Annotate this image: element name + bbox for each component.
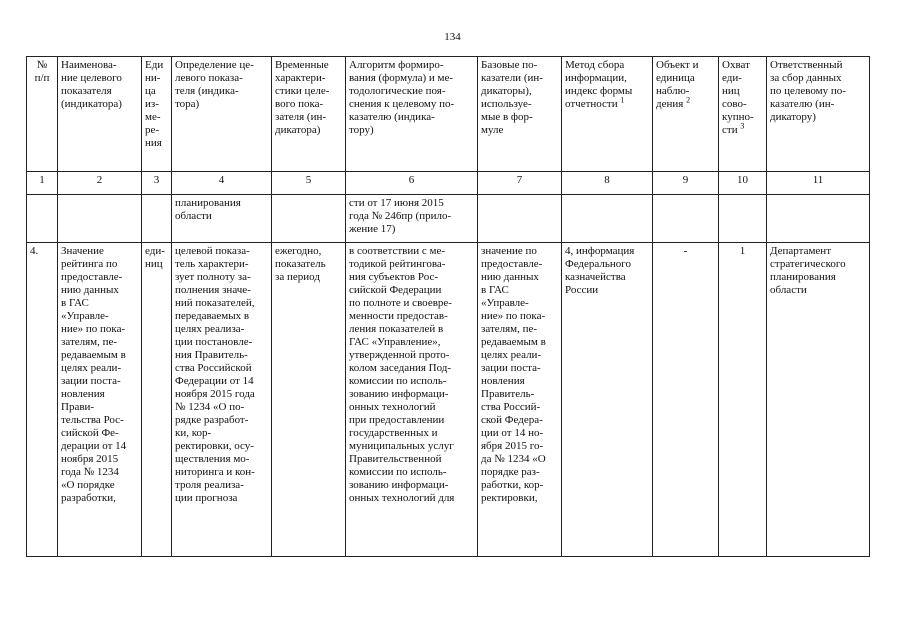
- responsible-department: Департамент стратегического планирования области: [767, 243, 870, 557]
- header-algorithm: Алгоритм формиро- вания (формула) и ме- тодологические поя- снения к целевому по- казателю (индика- тору): [346, 57, 478, 172]
- column-number: 5: [272, 172, 346, 195]
- observation-object: -: [653, 243, 719, 557]
- header-responsible: Ответственный за сбор данных по целевому по- казателю (ин- дикатору): [767, 57, 870, 172]
- time-characteristics: ежегодно, показатель за период: [272, 243, 346, 557]
- footnote-mark-1: 1: [620, 95, 625, 105]
- table-cell: [653, 195, 719, 243]
- indicator-table: [26, 56, 870, 557]
- page-number: 134: [444, 31, 461, 43]
- column-number: 6: [346, 172, 478, 195]
- collection-method: 4, информация Федерального казначейства России: [562, 243, 653, 557]
- table-cell: [562, 195, 653, 243]
- header-base-indicators: Базовые по- казатели (ин- дикаторы), используе- мые в фор- муле: [478, 57, 562, 172]
- continuation-definition: планирования области: [172, 195, 272, 243]
- header-row: [27, 57, 870, 172]
- column-number: 4: [172, 172, 272, 195]
- base-indicators: значение по предоставле- нию данных в ГАС «Управле- ние» по пока- зателям, пе- редаваемым в целях реали- зации поста- новления Правитель- ства Россий- ской Федера- ции от 14 но- ября 2015 го- да № 1234 «О порядке раз- работки, кор- ректировки,: [478, 243, 562, 557]
- table-cell: [767, 195, 870, 243]
- table-cell: [719, 195, 767, 243]
- column-number: 2: [58, 172, 142, 195]
- table-cell: [142, 195, 172, 243]
- header-unit: Еди ни- ца из- ме- ре- ния: [142, 57, 172, 172]
- header-time-characteristics: Временные характери- стики целе- вого пока- зателя (ин- дикатора): [272, 57, 346, 172]
- table-cell: [272, 195, 346, 243]
- indicator-definition: целевой показа- тель характери- зует полноту за- полнения значе- ний показателей, передаваемых в целях реализа- ции постановле- ния Правитель- ства Российской Федерации от 14 ноября 2015 года № 1234 «О по- рядке разработ- ки, кор- ректировки, осу- ществления мо- ниторинга и кон- троля реализа- ции прогноза: [172, 243, 272, 557]
- header-number: № п/п: [27, 57, 58, 172]
- column-number-row: [27, 172, 870, 195]
- header-observation-object-text: Объект и единица наблю- дения: [656, 59, 699, 110]
- calculation-algorithm: в соответствии с ме- тодикой рейтингова- ния субъектов Рос- сийской Федерации по полноте и своевре- менности предостав- ления показателей в ГАС «Управление», утвержденной прото- колом заседания Под- комиссии по исполь- зованию информаци- онных технологий при предоставлении государственных и муниципальных услуг Правительственной комиссии по исполь- зованию информаци- онных технологий для: [346, 243, 478, 557]
- table-cell: [58, 195, 142, 243]
- continuation-row: [27, 195, 870, 243]
- table-row-4: [27, 243, 870, 557]
- column-number: 7: [478, 172, 562, 195]
- header-collection-method-text: Метод сбора информации, индекс формы отчетности: [565, 59, 633, 110]
- header-coverage: [719, 57, 767, 172]
- header-indicator-name: Наименова- ние целевого показателя (индикатора): [58, 57, 142, 172]
- row-number: 4.: [27, 243, 58, 557]
- unit-of-measure: еди- ниц: [142, 243, 172, 557]
- column-number: 3: [142, 172, 172, 195]
- column-number: 8: [562, 172, 653, 195]
- column-number: 10: [719, 172, 767, 195]
- continuation-algorithm: сти от 17 июня 2015 года № 246пр (прило- жение 17): [346, 195, 478, 243]
- column-number: 11: [767, 172, 870, 195]
- coverage-units: 1: [719, 243, 767, 557]
- column-number: 1: [27, 172, 58, 195]
- table-cell: [478, 195, 562, 243]
- footnote-mark-3: 3: [740, 121, 745, 131]
- footnote-mark-2: 2: [686, 95, 691, 105]
- header-definition: Определение це- левого показа- теля (индика- тора): [172, 57, 272, 172]
- indicator-name: Значение рейтинга по предоставле- нию данных в ГАС «Управле- ние» по пока- зателям, пе- редаваемым в целях реали- зации поста- новления Прави- тельства Рос- сийской Фе- дерации от 14 ноября 2015 года № 1234 «О порядке разработки,: [58, 243, 142, 557]
- header-collection-method: [562, 57, 653, 172]
- column-number: 9: [653, 172, 719, 195]
- header-observation-object: [653, 57, 719, 172]
- table-cell: [27, 195, 58, 243]
- header-coverage-text: Охват еди- ниц сово- купно- сти: [722, 59, 754, 136]
